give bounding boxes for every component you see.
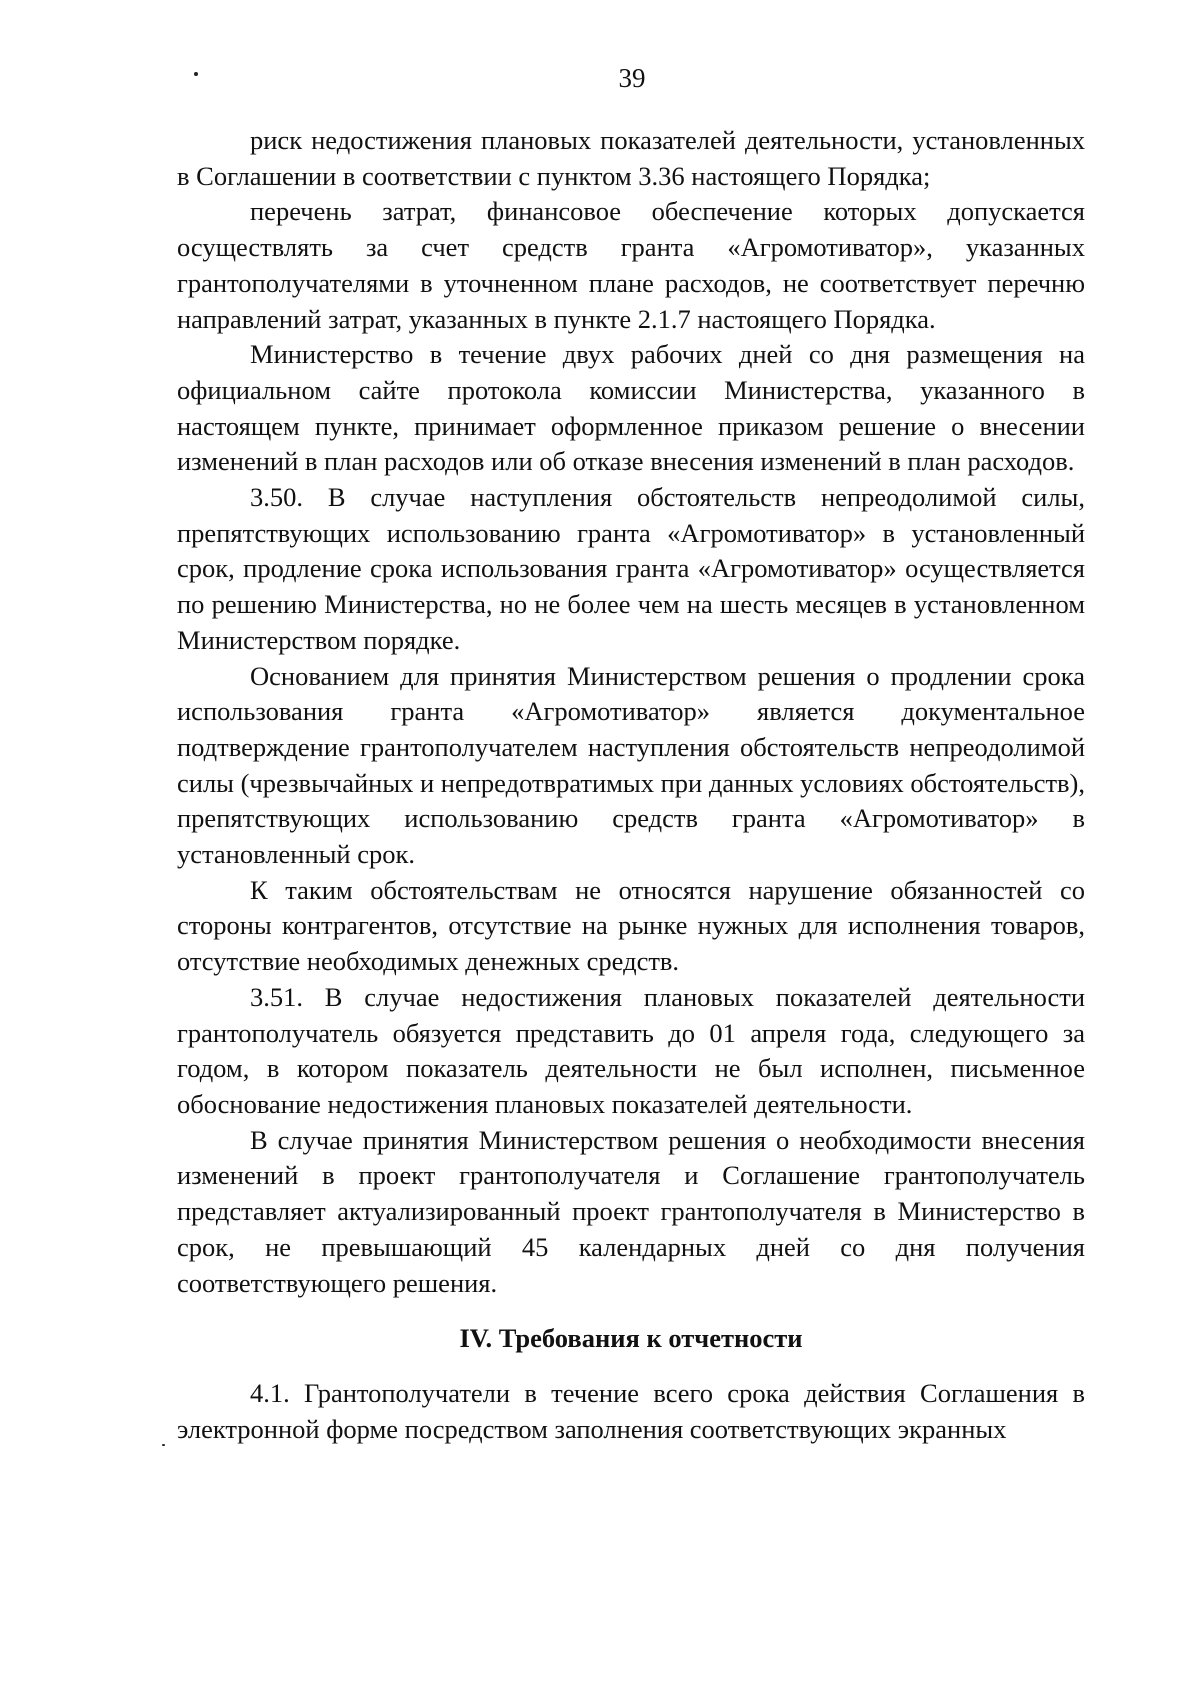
paragraph-cost-list: перечень затрат, финансовое обеспечение которых допускается осуществлять за счет средств гранта «Агромотиватор», указанных грантополучателями в уточненном плане расходов, не соответствует перечню направлений затрат, указанных в пункте 2.1.7 настоящего Порядка. [177, 196, 1085, 334]
section-heading: IV. Требования к отчетности [459, 1323, 803, 1354]
paragraph-project-update: В случае принятия Министерством решения о необходимости внесения изменений в проект грантополучателя и Соглашение грантополучатель представляет актуализированный проект грантополучателя в Министерство в срок, не превышающий 45 календарных дней со дня получения соответствующего решения. [177, 1124, 1085, 1298]
paragraph-extension-basis: Основанием для принятия Министерством решения о продлении срока использования гранта «Агромотиватор» является документальное подтверждение грантополучателем наступления обстоятельств непреодолимой силы (чрезвычайных и непредотвратимых при данных условиях обстоятельств), препятствующих использованию средств гранта «Агромотиватор» в установленный срок. [177, 660, 1086, 870]
page-number: 39 [618, 63, 646, 93]
paragraph-4-1: 4.1. Грантополучатели в течение всего срока действия Соглашения в электронной форме посредством заполнения соответствующих экранных [177, 1377, 1085, 1444]
document-body [177, 123, 1085, 1447]
paragraph-risk: риск недостижения плановых показателей деятельности, установленных в Соглашении в соответствии с пунктом 3.36 настоящего Порядка; [177, 125, 1085, 191]
paragraph-ministry-decision: Министерство в течение двух рабочих дней со дня размещения на официальном сайте протокола комиссии Министерства, указанного в настоящем пункте, принимает оформленное приказом решение о внесении изменений в план расходов или об отказе внесения изменений в план расходов. [177, 339, 1085, 477]
paragraph-3-50: 3.50. В случае наступления обстоятельств непреодолимой силы, препятствующих использованию гранта «Агромотиватор» в установленный срок, продление срока использования гранта «Агромотиватор» осуществляется по решению Министерства, но не более чем на шесть месяцев в установленном Министерством порядке. [177, 482, 1085, 655]
paragraph-exclusions: К таким обстоятельствам не относятся нарушение обязанностей со стороны контрагентов, отсутствие на рынке нужных для исполнения товаров, отсутствие необходимых денежных средств. [177, 874, 1085, 977]
paragraph-3-51: 3.51. В случае недостижения плановых показателей деятельности грантополучатель обязуется представить до 01 апреля года, следующего за годом, в котором показатель деятельности не был исполнен, письменное обоснование недостижения плановых показателей деятельности. [177, 981, 1085, 1119]
scan-speck [162, 1444, 165, 1446]
